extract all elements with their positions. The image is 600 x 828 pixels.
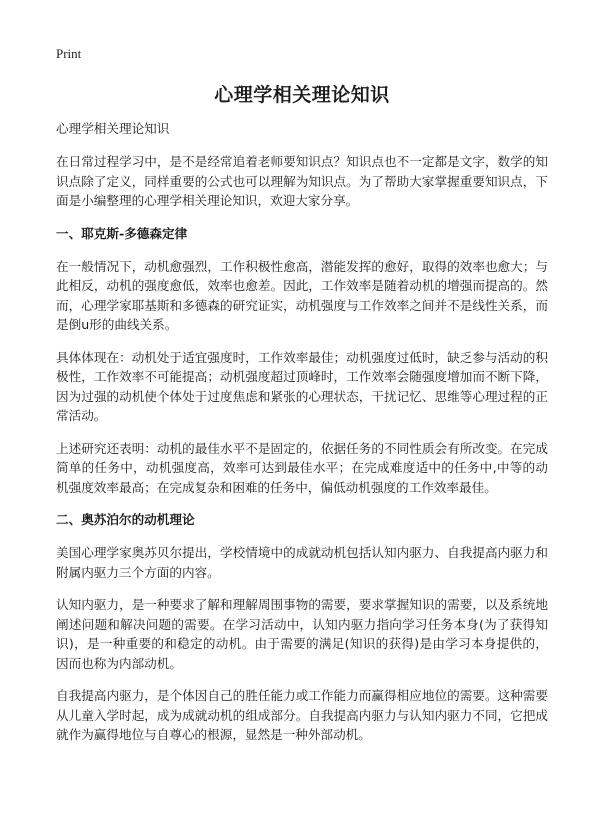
document-title: 心理学相关理论知识 (214, 84, 390, 106)
document-body (56, 119, 548, 758)
section-heading-yerkes-dodson: 一、耶克斯-多德森定律 (56, 225, 188, 241)
section-heading-ausubel: 二、奥苏泊尔的动机理论 (56, 512, 195, 527)
paragraph: 自我提高内驱力，是个体因自己的胜任能力或工作能力而赢得相应地位的需要。这种需要从儿童入学时起，成为成就动机的组成部分。自我提高内驱力与认知内驱力不同，它把成就作为赢得地位与自尊心的根源，显然是一种外部动机。 (56, 688, 548, 742)
document-page (56, 0, 548, 828)
paragraph: 上述研究还表明：动机的最佳水平不是固定的，依据任务的不同性质会有所改变。在完成简单的任务中，动机强度高，效率可达到最佳水平；在完成难度适中的任务中,中等的动机强度效率最高；在完成复杂和困难的任务中，偏低动机强度的工作效率最佳。 (56, 440, 548, 495)
print-link[interactable]: Print (56, 46, 82, 61)
intro-paragraph: 在日常过程学习中，是不是经常追着老师要知识点？知识点也不一定都是文字，数学的知识点除了定义，同样重要的公式也可以理解为知识点。为了帮助大家掌握重要知识点，下面是小编整理的心理学相关理论知识，欢迎大家分享。 (56, 154, 548, 208)
paragraph: 认知内驱力，是一种要求了解和理解周围事物的需要，要求掌握知识的需要，以及系统地阐述问题和解决问题的需要。在学习活动中，认知内驱力指向学习任务本身(为了获得知识)，是一种重要的和稳定的动机。由于需要的满足(知识的获得)是由学习本身提供的，因而也称为内部动机。 (56, 597, 548, 671)
document-subtitle: 心理学相关理论知识 (56, 121, 170, 136)
paragraph: 在一般情况下，动机愈强烈，工作积极性愈高，潜能发挥的愈好，取得的效率也愈大；与此相反，动机的强度愈低，效率也愈差。因此，工作效率是随着动机的增强而提高的。然而，心理学家耶基斯和多德森的研究证实，动机强度与工作效率之间并不是线性关系，而是倒u形的曲线关系。 (56, 258, 548, 332)
paragraph: 美国心理学家奥苏贝尔提出，学校情境中的成就动机包括认知内驱力、自我提高内驱力和附属内驱力三个方面的内容。 (56, 545, 548, 580)
paragraph: 具体体现在：动机处于适宜强度时，工作效率最佳；动机强度过低时，缺乏参与活动的积极性，工作效率不可能提高；动机强度超过顶峰时，工作效率会随强度增加而不断下降，因为过强的动机使个体处于过度焦虑和紧张的心理状态，干扰记忆、思维等心理过程的正常活动。 (56, 349, 548, 423)
